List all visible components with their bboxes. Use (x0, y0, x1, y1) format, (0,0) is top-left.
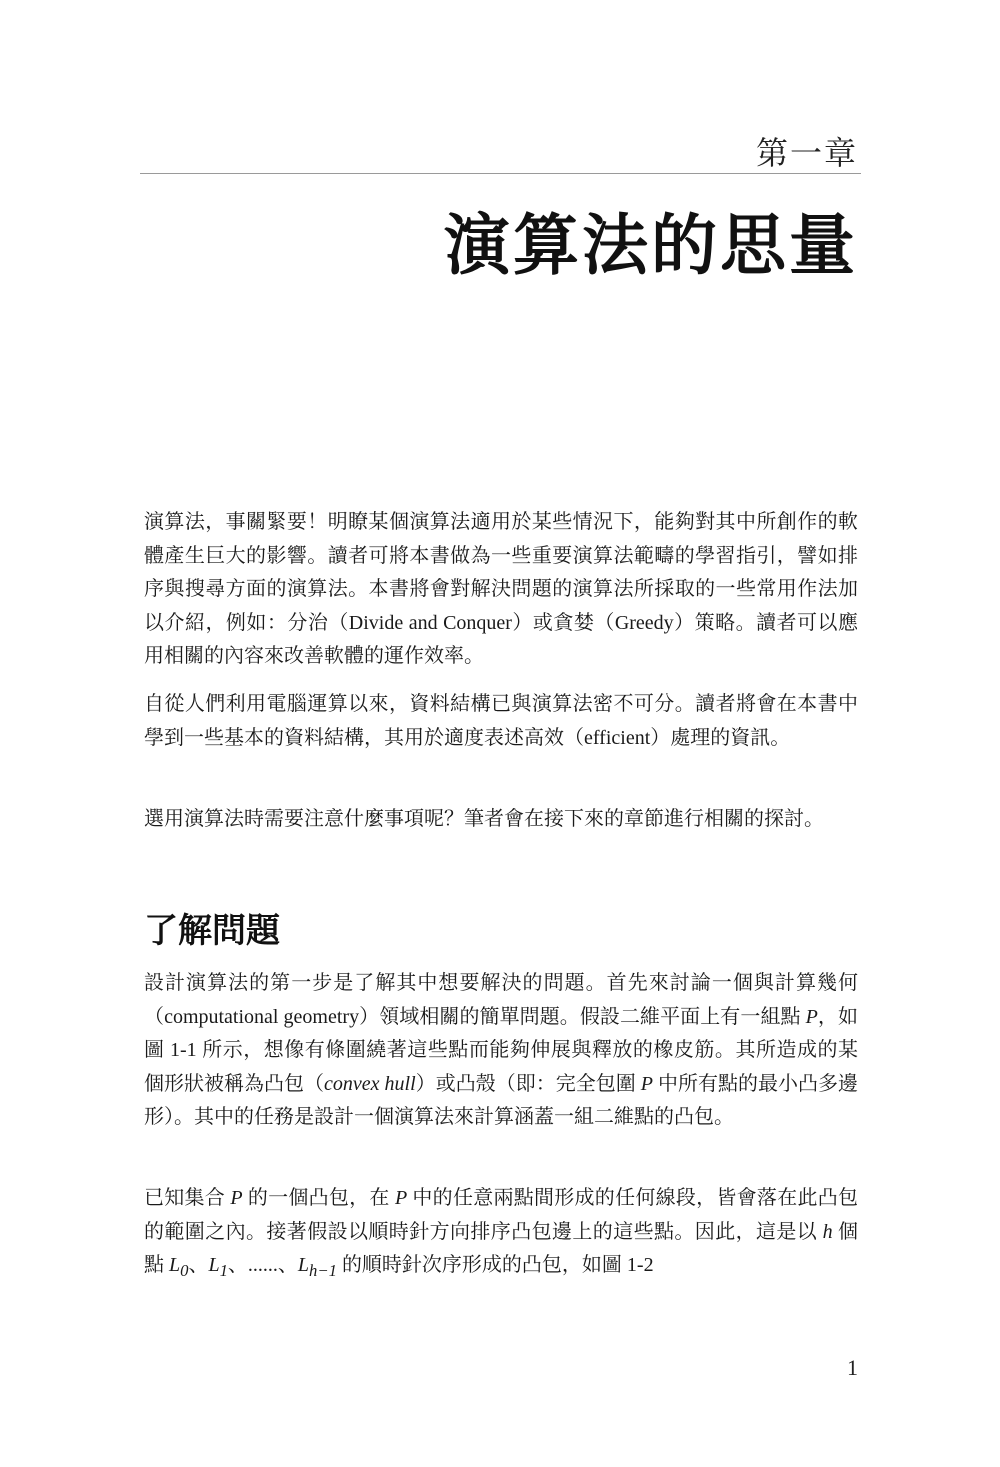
variable-p: P (640, 1072, 653, 1095)
text-run: 、......、 (227, 1254, 298, 1276)
variable-l1: L (208, 1254, 220, 1276)
variable-p: P (805, 1005, 818, 1028)
text-run: 設計演算法的第一步是了解其中想要解決的問題。首先來討論一個與計算幾何（computational geometry）領域相關的簡單問題。假設二維平面上有一組點 (144, 972, 858, 1028)
intro-paragraph-3: 選用演算法時需要注意什麼事項呢？筆者會在接下來的章節進行相關的探討。 (144, 808, 824, 830)
chapter-label: 第一章 (755, 134, 858, 172)
page-number: 1 (847, 1355, 858, 1380)
subscript (220, 1261, 228, 1280)
text-run: 、 (188, 1254, 209, 1276)
section-heading: 了解問題 (144, 911, 280, 951)
term-convex-hull: convex hull (324, 1072, 416, 1095)
text-run: 的一個凸包，在 (242, 1187, 395, 1209)
text-run: ）或凸殼（即：完全包圍 (415, 1072, 641, 1095)
intro-paragraph-1: 演算法，事關緊要！明瞭某個演算法適用於某些情況下，能夠對其中所創作的軟體產生巨大的影響。讀者可將本書做為一些重要演算法範疇的學習指引，譬如排序與搜尋方面的演算法。本書將會對解決問題的演算法所採取的一些常用作法加以介紹，例如：分治（Divide and Conquer）或貪婪（Greedy）策略。讀者可以應用相關的內容來改善軟體的運作效率。 (144, 511, 858, 667)
section-paragraph-1 (144, 967, 858, 1135)
variable-p: P (394, 1187, 408, 1209)
subscript-text: 1 (219, 1261, 228, 1280)
text-run: 的順時針次序形成的凸包，如圖 1-2 (336, 1254, 654, 1276)
text-run: 中所有點的最小凸多邊形）。其中的任務是設計一個演算法來計算涵蓋一組二維點的凸包。 (144, 1072, 859, 1128)
subscript (309, 1261, 337, 1280)
text-run: 個點 (144, 1220, 859, 1276)
variable-p: P (230, 1187, 243, 1209)
section-paragraph-2 (144, 1182, 858, 1288)
variable-lh: L (297, 1254, 310, 1276)
variable-l0: L (169, 1254, 181, 1276)
variable-h: h (822, 1220, 833, 1243)
chapter-rule (140, 173, 861, 174)
chapter-title: 演算法的思量 (444, 207, 858, 284)
text-run: 中的任意兩點間形成的任何線段，皆會落在此凸包的範圍之內。接著假設以順時針方向排序凸包邊上的這些點。因此，這是以 (144, 1187, 858, 1243)
text-run: ，如圖 1-1 所示，想像有條圍繞著這些點而能夠伸展與釋放的橡皮筋。其所造成的某個形狀被稱為凸包（ (144, 1005, 858, 1095)
intro-paragraph-2: 自從人們利用電腦運算以來，資料結構已與演算法密不可分。讀者將會在本書中學到一些基本的資料結構，其用於適度表述高效（efficient）處理的資訊。 (144, 693, 858, 749)
subscript-text: 0 (180, 1261, 189, 1280)
subscript-text: h−1 (309, 1261, 337, 1280)
text-run: 已知集合 (144, 1187, 231, 1209)
